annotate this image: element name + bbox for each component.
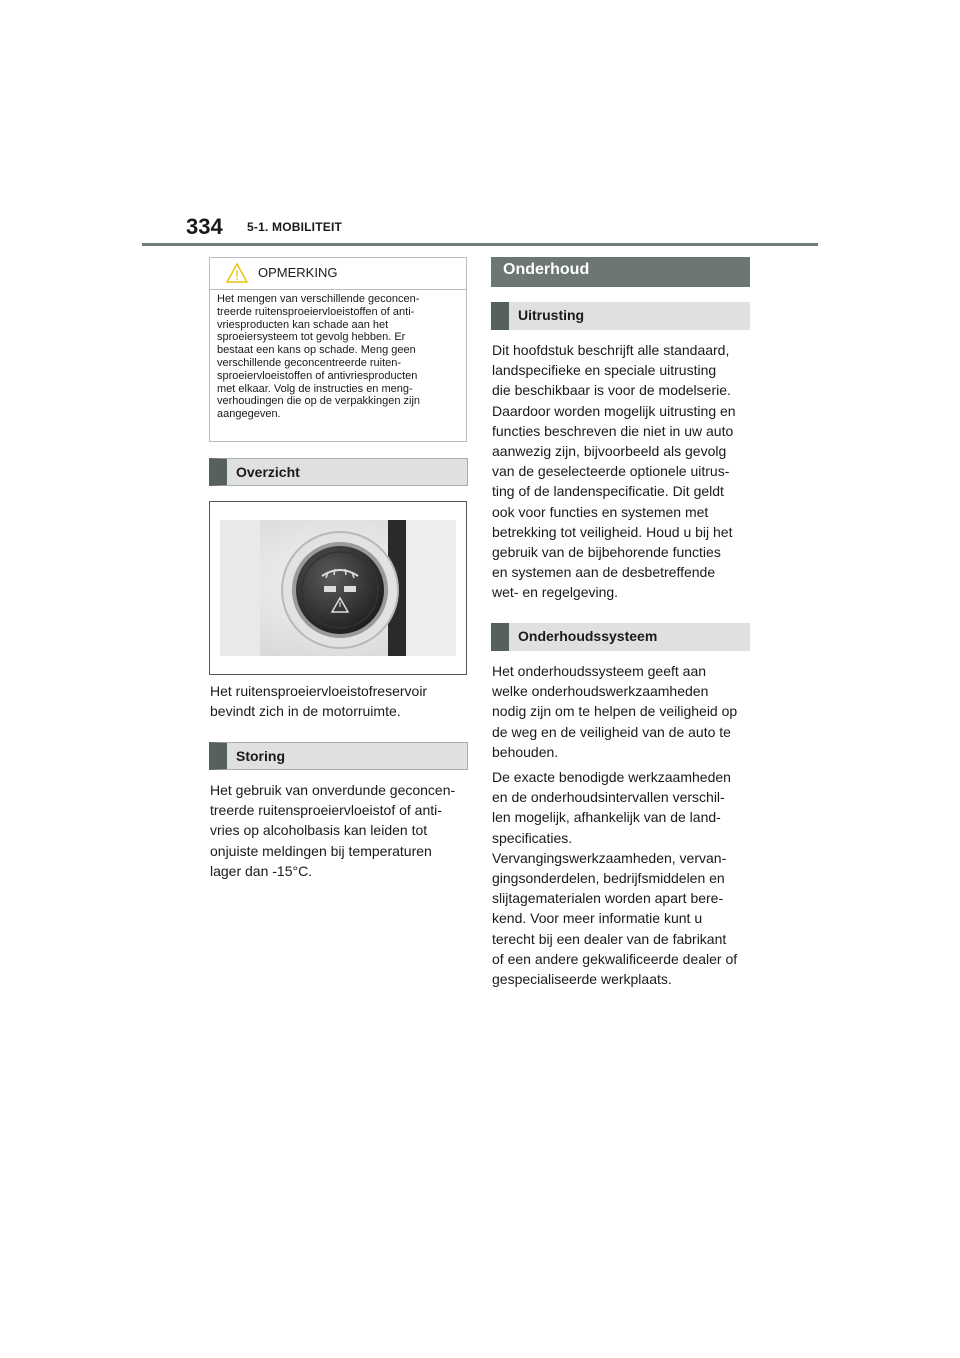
- chapter-title: 5-1. MOBILITEIT: [247, 220, 343, 234]
- service-system-heading: Onderhoudssysteem: [491, 623, 750, 651]
- page-number: 334: [186, 214, 223, 239]
- header-rule: [142, 243, 818, 246]
- fault-text: Het gebruik van onverdunde geconcen- treerde ruitensproeiervloeistof of anti- vries op alcoholbasis kan leiden tot onjuiste meldingen bij temperaturen lager dan -15°C.: [210, 782, 456, 879]
- overview-heading: Overzicht: [209, 458, 468, 486]
- service-text-1: Het onderhoudssysteem geeft aan welke onderhoudswerkzaamheden nodig zijn om te helpen de veiligheid op de weg en de veiligheid van de auto te behouden.: [492, 663, 738, 760]
- service-text-2: De exacte benodigde werkzaamheden en de onderhoudsintervallen verschil- len mogelijk, afhankelijk van de land- specificaties. Vervangingswerkzaamheden, vervan- gingsonderdelen, bedrijfsmiddelen en slijtagematerialen worden apart bere- kend. Voor meer informatie kunt u terecht bij een dealer van de fabrikant of een andere gekwalificeerde dealer of gespecialiseerde werkplaats.: [492, 769, 738, 988]
- notice-divider: [210, 289, 466, 290]
- figure-caption: Het ruitensproeiervloeistofreservoir bevindt zich in de motorruimte.: [210, 683, 428, 720]
- equipment-heading: Uitrusting: [491, 302, 750, 330]
- notice-body: Het mengen van verschillende geconcen- treerde ruitensproeiervloeistoffen of anti- vriesproducten kan schade aan het sproeiersysteem tot gevolg hebben. Er bestaat een kans op schade. Meng geen verschillende geconcentreerde ruiten- sproeiervloeistoffen of antivriesproducten met elkaar. Volg de instructies en meng- verhoudingen die op de verpakkingen zijn aangegeven.: [217, 293, 421, 421]
- notice-header: [210, 258, 466, 286]
- notice-title: OPMERKING: [258, 265, 338, 280]
- maintenance-heading: Onderhoud: [491, 257, 750, 287]
- reservoir-figure: [209, 501, 467, 675]
- notice-box: [209, 257, 467, 442]
- fault-heading: Storing: [209, 742, 468, 770]
- warning-icon: [226, 263, 248, 283]
- equipment-text: Dit hoofdstuk beschrijft alle standaard, landspecifieke en speciale uitrusting die beschikbaar is voor de modelserie. Daardoor worden mogelijk uitrusting en functies beschreven die niet in uw auto aanwezig zijn, bijvoorbeeld als gevolg van de geselecteerde optionele uitrus- ting of de landenspecificatie. Dit geldt ook voor functies en systemen met betrekking tot veiligheid. Houd u bij het gebruik van de bijbehorende functies en systemen aan de desbetreffende wet- en regelgeving.: [492, 342, 736, 601]
- reservoir-cap-illustration: [210, 502, 466, 674]
